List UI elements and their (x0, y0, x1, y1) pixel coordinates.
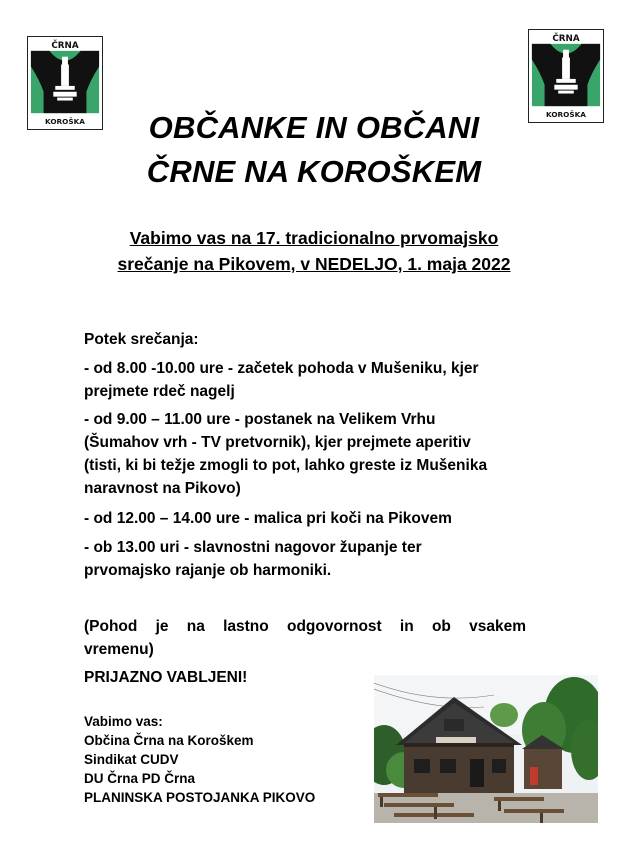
organizer-item: DU Črna PD Črna (84, 771, 196, 786)
program-item-1 (84, 357, 526, 403)
program-item-2-line4: naravnost na Pikovo) (84, 480, 241, 497)
organizer-item: Občina Črna na Koroškem (84, 733, 254, 748)
coat-of-arms-icon (529, 30, 603, 122)
invitation-line1: Vabimo vas na 17. tradicionalno prvomajsko (129, 228, 499, 248)
organizers-heading: Vabimo vas: (84, 714, 163, 729)
program-item-1-line2: prejmete rdeč nagelj (84, 383, 235, 400)
svg-text:ČRNA: ČRNA (51, 40, 79, 51)
page-title-line1: OBČANKE IN OBČANI (148, 110, 480, 145)
svg-text:KOROŠKA: KOROŠKA (546, 109, 586, 119)
svg-text:ČRNA: ČRNA (552, 33, 580, 44)
program-item-4-line1: - ob 13.00 uri - slavnostni nagovor županje ter (84, 539, 422, 556)
invitation-line2: srečanje na Pikovem, v NEDELJO, 1. maja 2022 (117, 254, 511, 274)
program-item-2-line1: - od 9.00 – 11.00 ure - postanek na Velikem Vrhu (84, 411, 436, 428)
organizer-item: Sindikat CUDV (84, 752, 179, 767)
program-item-2-line3: (tisti, ki bi težje zmogli to pot, lahko greste iz Mušenika (84, 457, 488, 474)
responsibility-note (84, 615, 526, 661)
program-item-3-line1: - od 12.00 – 14.00 ure - malica pri koči na Pikovem (84, 510, 452, 527)
note-line1: (Pohod je na lastno odgovornost in ob vsakem (84, 618, 526, 635)
program-heading: Potek srečanja: (84, 331, 199, 348)
organizer-item: PLANINSKA POSTOJANKA PIKOVO (84, 790, 316, 805)
closing-text: PRIJAZNO VABLJENI! (84, 669, 248, 686)
program-item-1-line1: - od 8.00 -10.00 ure - začetek pohoda v Mušeniku, kjer (84, 360, 479, 377)
note-line2: vremenu) (84, 641, 154, 658)
mountain-hut-photo (374, 675, 598, 823)
page-title-line2: ČRNE NA KOROŠKEM (146, 154, 482, 189)
svg-text:KOROŠKA: KOROŠKA (45, 116, 85, 126)
crna-koroska-logo-right (528, 29, 604, 123)
program-item-3 (84, 507, 526, 530)
organizers-list (84, 712, 315, 807)
program-item-2 (84, 408, 526, 500)
program-item-2-line2: (Šumahov vrh - TV pretvornik), kjer prejmete aperitiv (84, 434, 471, 451)
program-item-4-line2: prvomajsko rajanje ob harmoniki. (84, 562, 332, 579)
program-item-4 (84, 536, 526, 582)
